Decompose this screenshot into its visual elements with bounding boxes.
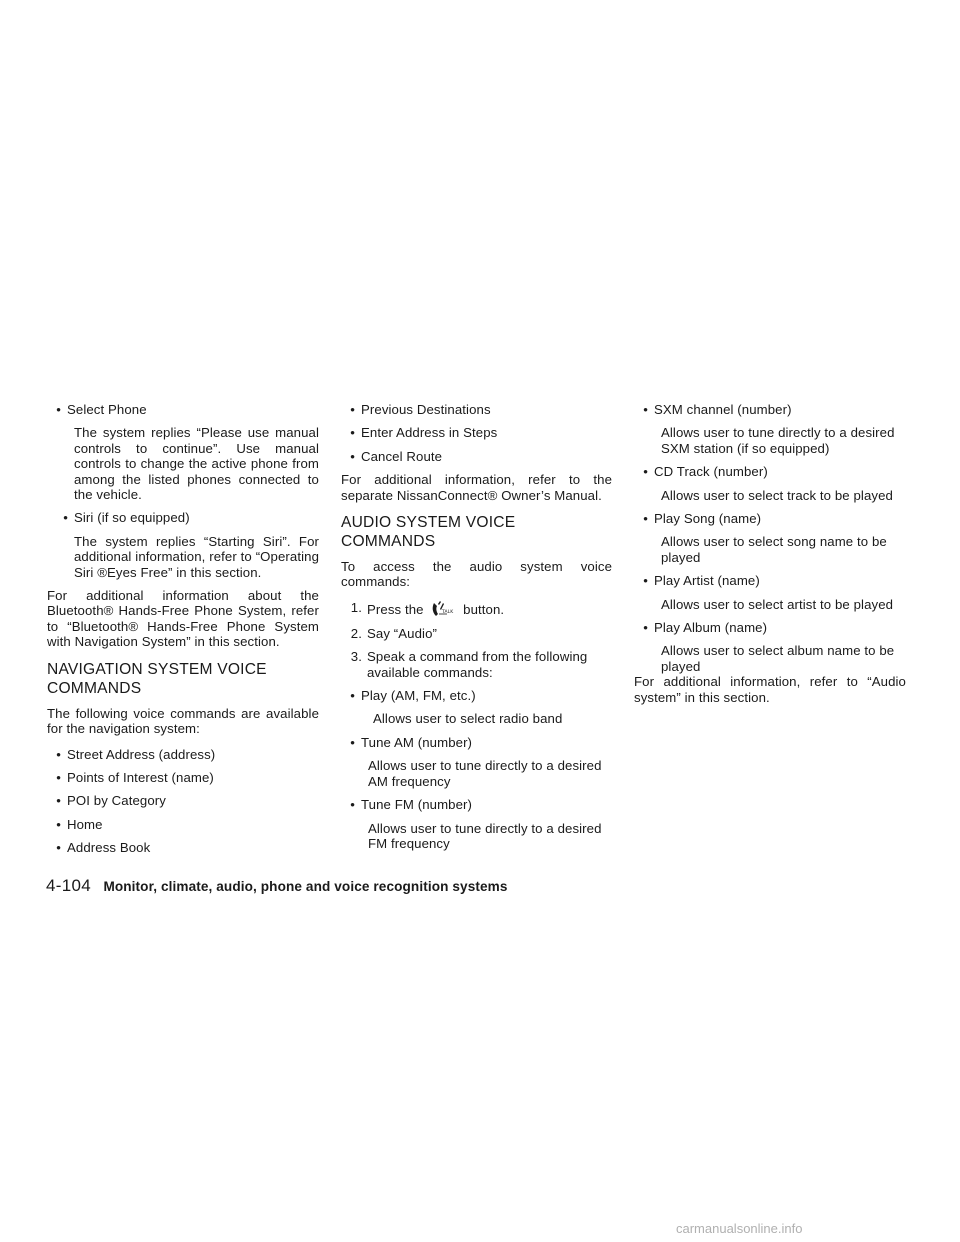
bluetooth-info-paragraph: For additional information about the Bluetooth® Hands-Free Phone System, refer to “Bluetooth® Hands-Free Phone System with Navigation System” in this section.: [47, 588, 319, 650]
audio-command-description: Allows user to select artist to be played: [661, 596, 894, 612]
nav-command: Previous Destinations: [361, 402, 491, 417]
audio-command-description: Allows user to tune directly to a desired SXM station (if so equipped): [661, 425, 895, 456]
talk-button-icon: [429, 600, 455, 618]
audio-command-description: Allows user to tune directly to a desired AM frequency: [368, 758, 602, 789]
list-item: [634, 464, 906, 479]
nav-command: Points of Interest (name): [67, 769, 214, 785]
audio-command: Play Song (name): [654, 511, 762, 527]
bullet: •: [350, 734, 355, 750]
list-item: [341, 735, 612, 750]
nav-command: Home: [67, 816, 103, 832]
step-number: 1.: [350, 599, 362, 615]
list-item: [47, 510, 319, 525]
step-text: button.: [463, 601, 505, 617]
navigation-section-heading: NAVIGATION SYSTEM VOICE COMMANDS: [47, 660, 267, 697]
bullet: •: [56, 769, 61, 785]
nav-command: Cancel Route: [361, 448, 443, 464]
page-footer: [46, 876, 508, 896]
audio-command: Tune AM (number): [361, 734, 473, 750]
bullet: •: [643, 511, 648, 527]
list-item: [47, 402, 319, 417]
bullet: •: [56, 840, 61, 856]
bullet: •: [643, 402, 648, 417]
audio-command: Play Album (name): [654, 620, 768, 636]
list-item: [634, 573, 906, 588]
list-item: [341, 425, 612, 440]
step-text: Press the: [367, 601, 424, 617]
list-item: [634, 620, 906, 635]
nav-command: Address Book: [67, 840, 151, 856]
audio-command-description: Allows user to select album name to be played: [661, 643, 895, 674]
audio-command: Play Artist (name): [654, 573, 760, 589]
bullet: •: [643, 464, 648, 480]
bullet: •: [350, 797, 355, 813]
list-item: [634, 511, 906, 526]
audio-command: CD Track (number): [654, 464, 768, 480]
navigation-info-paragraph: For additional information, refer to the separate NissanConnect® Owner’s Manual.: [341, 472, 612, 503]
watermark: carmanualsonline.info: [676, 1221, 803, 1236]
nav-command: Street Address (address): [67, 746, 216, 762]
step-number: 3.: [350, 649, 362, 665]
siri-description: The system replies “Starting Siri”. For additional information, refer to “Operating Siri ®Eyes Free” in this section.: [74, 533, 319, 580]
bullet: •: [56, 746, 61, 762]
audio-command-description: Allows user to select song name to be played: [661, 534, 887, 565]
bullet: •: [63, 510, 68, 526]
bullet: •: [350, 688, 355, 704]
step-text: Speak a command from the following available commands:: [367, 649, 588, 680]
bullet: •: [643, 620, 648, 636]
list-item: [341, 402, 612, 417]
bullet: •: [56, 793, 61, 809]
column-3: [634, 402, 906, 705]
nav-command: Enter Address in Steps: [361, 425, 498, 441]
bullet: •: [350, 402, 355, 417]
step-text: Say “Audio”: [367, 625, 437, 641]
audio-info-paragraph: For additional information, refer to “Audio system” in this section.: [634, 674, 906, 705]
audio-command-description: Allows user to select radio band: [373, 711, 563, 727]
list-item: [341, 688, 612, 703]
nav-command: POI by Category: [67, 793, 166, 809]
list-item: [47, 793, 319, 808]
bullet: •: [56, 402, 61, 417]
chapter-title: Monitor, climate, audio, phone and voice recognition systems: [103, 879, 508, 894]
bullet: •: [350, 448, 355, 464]
list-item: [47, 840, 319, 855]
audio-command-description: Allows user to tune directly to a desired FM frequency: [368, 820, 602, 851]
column-2: [341, 402, 612, 859]
siri-command: Siri (if so equipped): [74, 510, 190, 526]
list-item: [341, 449, 612, 464]
svg-text:TALK: TALK: [442, 609, 454, 615]
list-item: [47, 817, 319, 832]
select-phone-command: Select Phone: [67, 402, 147, 417]
audio-intro: To access the audio system voice commands:: [341, 559, 612, 590]
bullet: •: [643, 573, 648, 589]
audio-command: SXM channel (number): [654, 402, 792, 417]
step-2: [341, 626, 612, 641]
bullet: •: [56, 816, 61, 832]
list-item: [341, 797, 612, 812]
list-item: [634, 402, 906, 417]
audio-command-description: Allows user to select track to be played: [661, 487, 893, 503]
bullet: •: [350, 425, 355, 441]
list-item: [47, 770, 319, 785]
column-1: [47, 402, 319, 864]
list-item: [47, 747, 319, 762]
audio-command: Tune FM (number): [361, 797, 473, 813]
page-number: 4-104: [46, 876, 91, 895]
select-phone-description: The system replies “Please use manual controls to continue”. Use manual controls to change the active phone from among the listed phones connected to the vehicle.: [74, 425, 319, 503]
step-3: [341, 649, 612, 680]
audio-section-heading: AUDIO SYSTEM VOICE COMMANDS: [341, 514, 516, 551]
step-number: 2.: [350, 625, 362, 641]
audio-command: Play (AM, FM, etc.): [361, 688, 476, 704]
navigation-intro: The following voice commands are available for the navigation system:: [47, 705, 319, 737]
step-1: [341, 600, 612, 618]
